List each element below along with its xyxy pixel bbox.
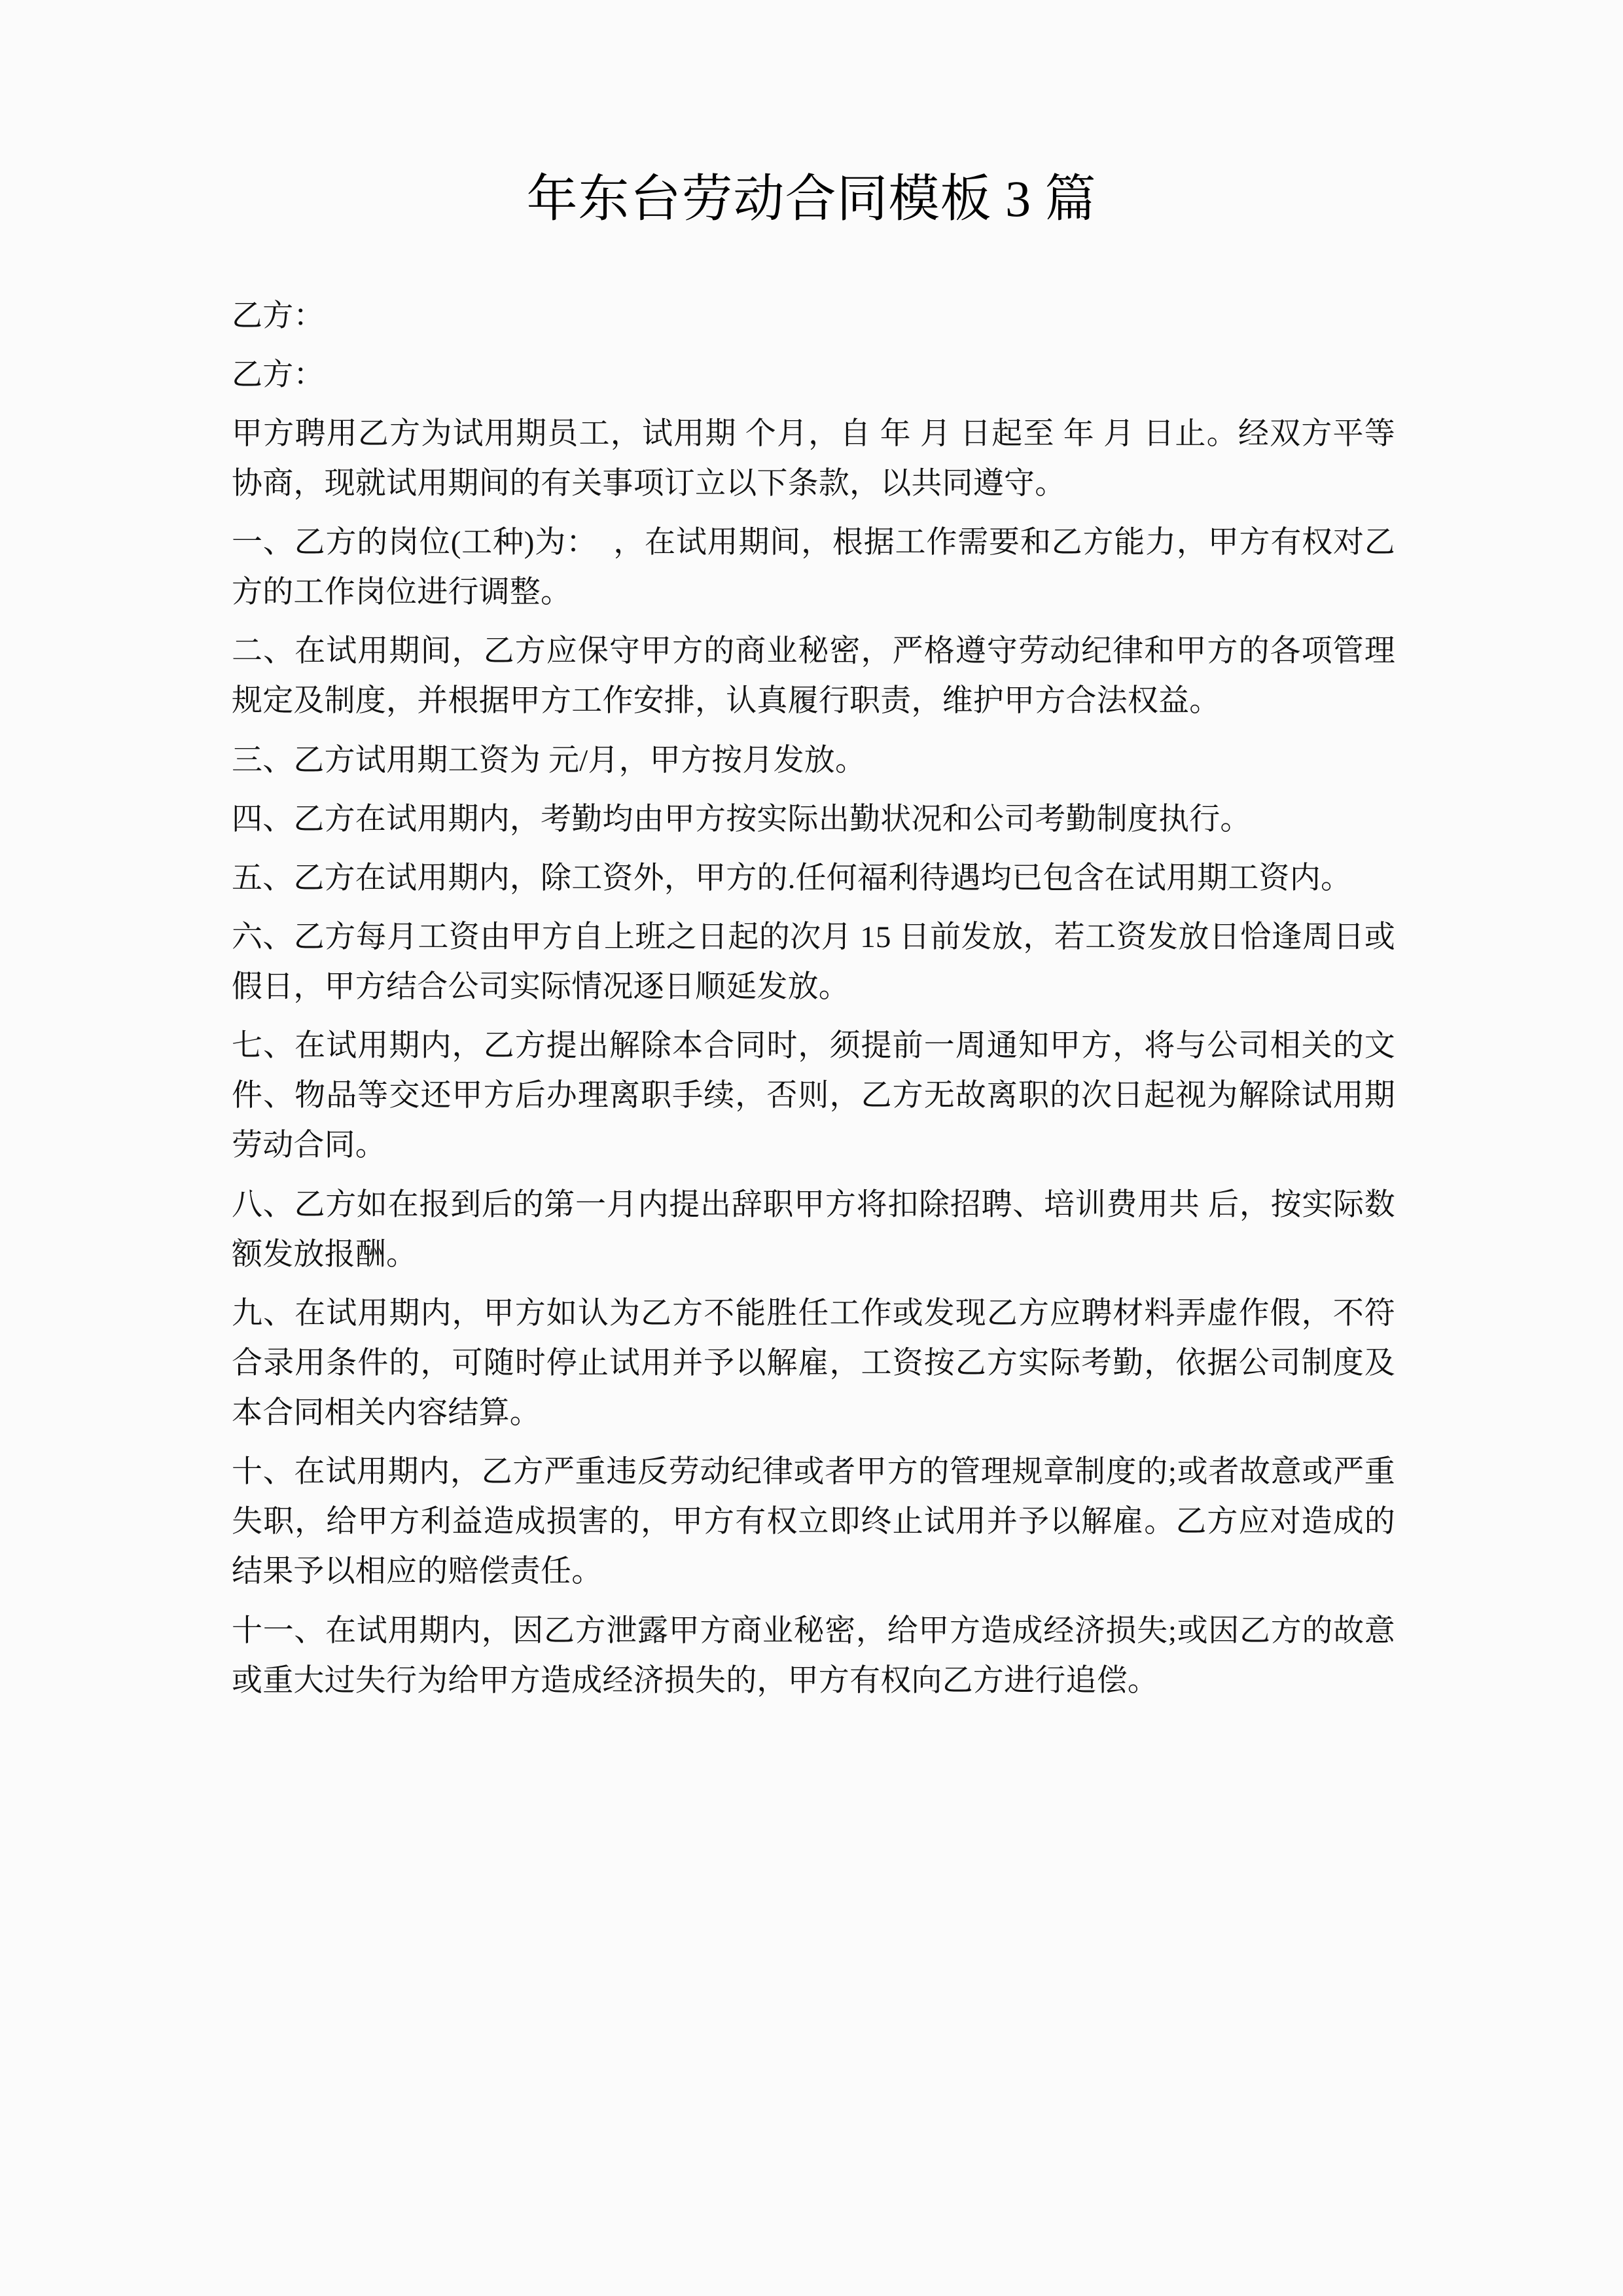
paragraph-preamble: 甲方聘用乙方为试用期员工，试用期 个月，自 年 月 日起至 年 月 日止。经双方平等协商，现就试用期间的有关事项订立以下条款，以共同遵守。 — [232, 416, 1395, 501]
paragraph-clause-4: 四、乙方在试用期内，考勤均由甲方按实际出勤状况和公司考勤制度执行。 — [232, 802, 1251, 836]
paragraph-clause-3: 三、乙方试用期工资为 元/月，甲方按月发放。 — [232, 743, 866, 778]
document-body — [196, 291, 1427, 1706]
paragraph-party-b-2: 乙方： — [232, 357, 325, 392]
paragraph-party-b-1: 乙方： — [232, 298, 325, 333]
page-title: 年东台劳动合同模板 3 篇 — [526, 170, 1097, 227]
paragraph-clause-9: 九、在试用期内，甲方如认为乙方不能胜任工作或发现乙方应聘材料弄虚作假，不符合录用条件的，可随时停止试用并予以解雇，工资按乙方实际考勤，依据公司制度及本合同相关内容结算。 — [232, 1296, 1395, 1430]
paragraph-clause-6: 六、乙方每月工资由甲方自上班之日起的次月 15 日前发放，若工资发放日恰逢周日或假日，甲方结合公司实际情况逐日顺延发放。 — [232, 920, 1395, 1004]
paragraph-clause-8: 八、乙方如在报到后的第一月内提出辞职甲方将扣除招聘、培训费用共 后，按实际数额发放报酬。 — [232, 1187, 1395, 1272]
paragraph-clause-11: 十一、在试用期内，因乙方泄露甲方商业秘密，给甲方造成经济损失;或因乙方的故意或重大过失行为给甲方造成经济损失的，甲方有权向乙方进行追偿。 — [232, 1613, 1395, 1698]
paragraph-clause-10: 十、在试用期内，乙方严重违反劳动纪律或者甲方的管理规章制度的;或者故意或严重失职，给甲方利益造成损害的，甲方有权立即终止试用并予以解雇。乙方应对造成的结果予以相应的赔偿责任。 — [232, 1455, 1395, 1589]
paragraph-clause-5: 五、乙方在试用期内，除工资外，甲方的.任何福利待遇均已包含在试用期工资内。 — [232, 861, 1352, 895]
paragraph-clause-2: 二、在试用期间，乙方应保守甲方的商业秘密，严格遵守劳动纪律和甲方的各项管理规定及制度，并根据甲方工作安排，认真履行职责，维护甲方合法权益。 — [232, 634, 1395, 719]
paragraph-clause-7: 七、在试用期内，乙方提出解除本合同时，须提前一周通知甲方，将与公司相关的文件、物品等交还甲方后办理离职手续，否则，乙方无故离职的次日起视为解除试用期劳动合同。 — [232, 1029, 1395, 1163]
paragraph-clause-1: 一、乙方的岗位(工种)为： ，在试用期间，根据工作需要和乙方能力，甲方有权对乙方的工作岗位进行调整。 — [232, 526, 1395, 610]
